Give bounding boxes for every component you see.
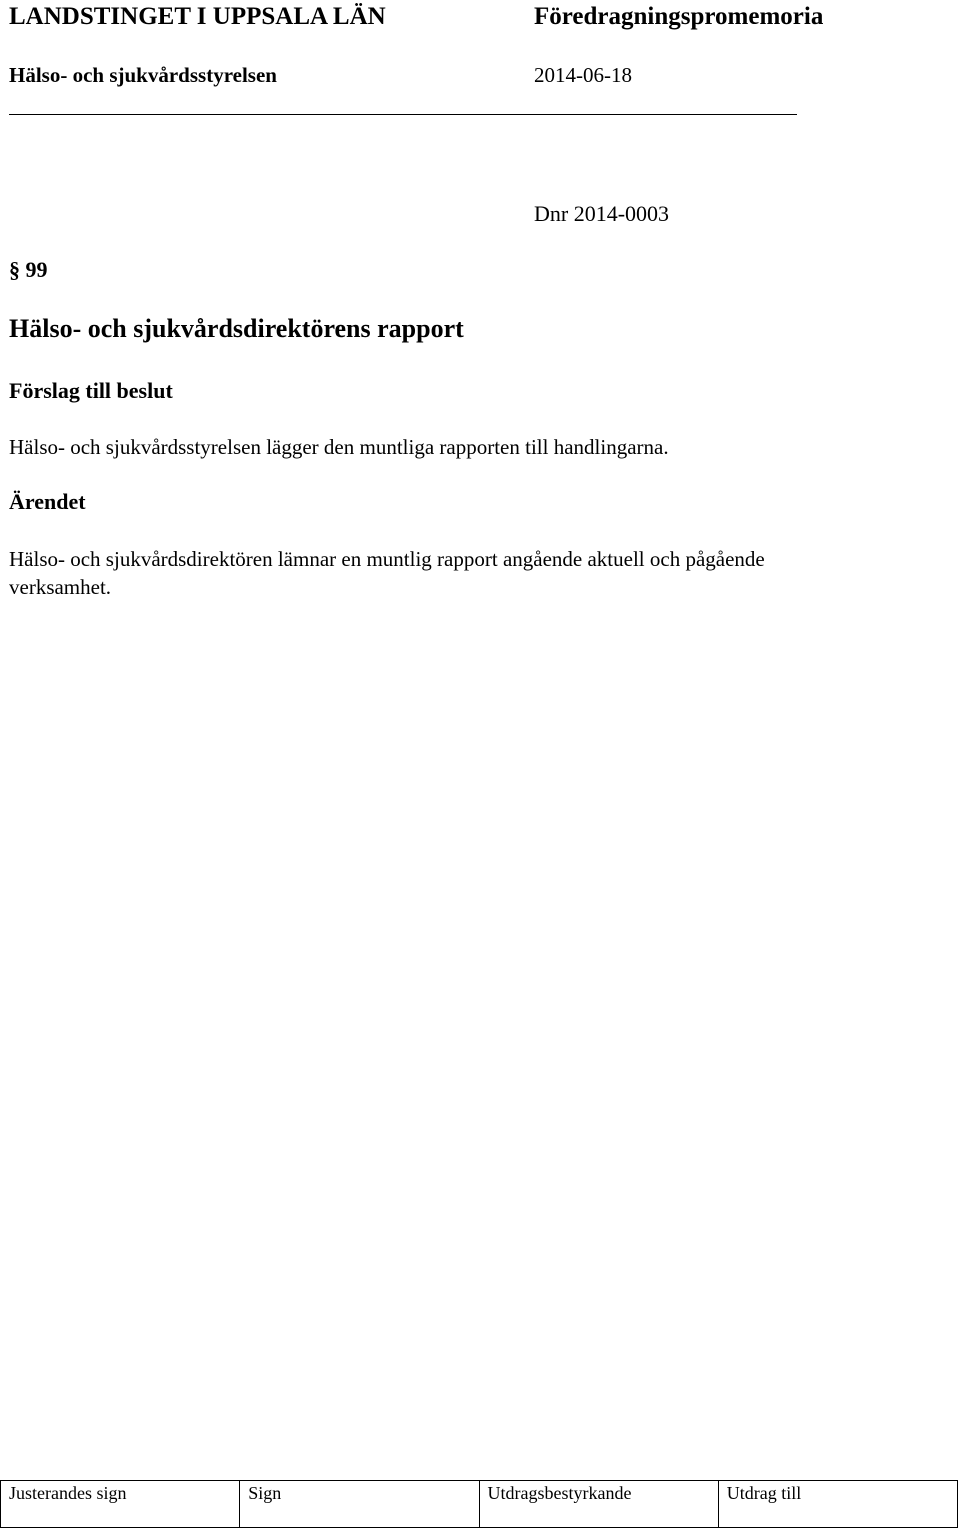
signature-cell-certification: Utdragsbestyrkande (479, 1481, 718, 1528)
page-title: Hälso- och sjukvårdsdirektörens rapport (9, 314, 464, 343)
signature-table (0, 1480, 958, 1528)
document-type: Föredragningspromemoria (534, 3, 824, 30)
signature-row (1, 1481, 958, 1528)
signature-cell-sign: Sign (240, 1481, 479, 1528)
signature-cell-extract-to: Utdrag till (718, 1481, 957, 1528)
organization-name: LANDSTINGET I UPPSALA LÄN (9, 3, 386, 30)
signature-cell-adjusters: Justerandes sign (1, 1481, 240, 1528)
proposal-text: Hälso- och sjukvårdsstyrelsen lägger den muntliga rapporten till handlingarna. (9, 435, 669, 459)
proposal-heading: Förslag till beslut (9, 378, 173, 403)
header-divider (9, 114, 797, 115)
board-name: Hälso- och sjukvårdsstyrelsen (9, 63, 277, 87)
document-date: 2014-06-18 (534, 63, 632, 87)
registration-number: Dnr 2014-0003 (534, 201, 670, 226)
paragraph-number: § 99 (9, 257, 48, 282)
matter-text: Hälso- och sjukvårdsdirektören lämnar en muntlig rapport angående aktuell och pågående verksamhet. (9, 547, 765, 599)
matter-heading: Ärendet (9, 489, 86, 514)
